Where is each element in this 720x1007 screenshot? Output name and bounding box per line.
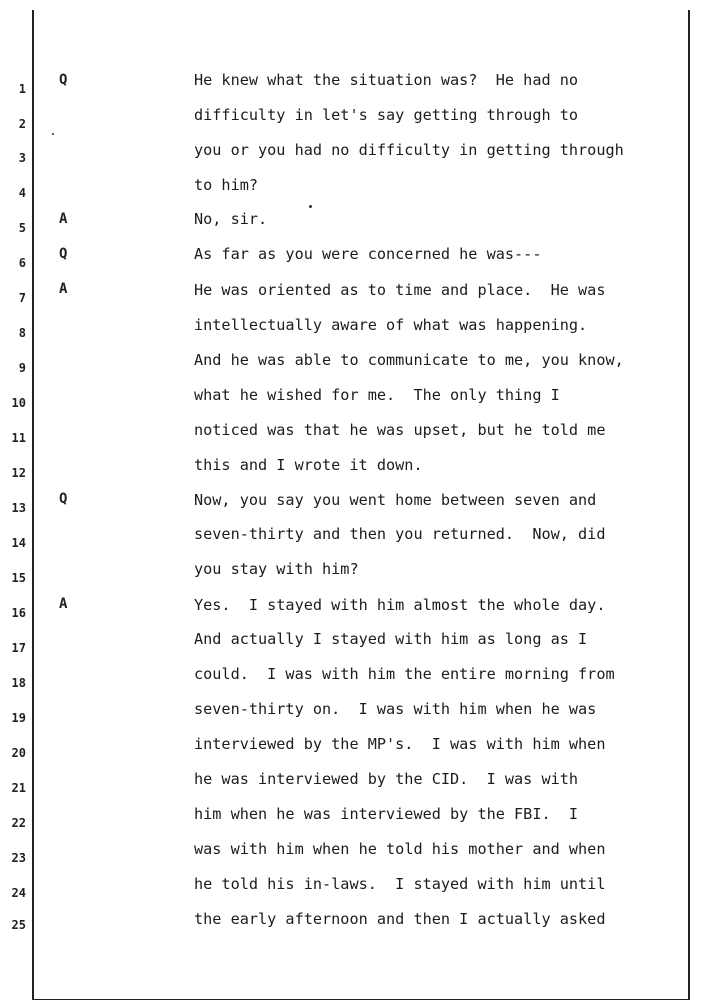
scan-speck bbox=[309, 205, 312, 208]
line-text: what he wished for me. The only thing I bbox=[194, 386, 560, 404]
speaker-label: A bbox=[59, 211, 68, 227]
line-number: 12 bbox=[11, 466, 26, 480]
line-number: 21 bbox=[11, 781, 26, 795]
line-number: 2 bbox=[18, 117, 26, 131]
line-number: 8 bbox=[18, 326, 26, 340]
line-text: could. I was with him the entire morning from bbox=[194, 665, 615, 683]
line-text: And he was able to communicate to me, you know, bbox=[194, 351, 624, 369]
line-text: seven-thirty and then you returned. Now, did bbox=[194, 525, 606, 543]
line-number: 22 bbox=[11, 816, 26, 830]
line-number: 6 bbox=[18, 256, 26, 270]
line-text: he was interviewed by the CID. I was with bbox=[194, 770, 579, 788]
line-text: He knew what the situation was? He had no bbox=[194, 71, 579, 89]
line-text: this and I wrote it down. bbox=[194, 456, 423, 474]
line-text: difficulty in let's say getting through to bbox=[194, 106, 579, 124]
line-number: 7 bbox=[18, 291, 26, 305]
line-text: As far as you were concerned he was--- bbox=[194, 245, 542, 263]
speaker-label: A bbox=[59, 596, 68, 612]
speaker-label: Q bbox=[59, 72, 68, 88]
line-number: 13 bbox=[11, 501, 26, 515]
line-text: you or you had no difficulty in getting through bbox=[194, 141, 624, 159]
speaker-label: Q bbox=[59, 246, 68, 262]
line-number: 16 bbox=[11, 606, 26, 620]
line-number: 15 bbox=[11, 571, 26, 585]
line-number: 5 bbox=[18, 221, 26, 235]
line-text: interviewed by the MP's. I was with him when bbox=[194, 735, 606, 753]
line-number: 4 bbox=[18, 186, 26, 200]
line-text: the early afternoon and then I actually asked bbox=[194, 910, 606, 928]
line-text: you stay with him? bbox=[194, 560, 359, 578]
line-number: 24 bbox=[11, 886, 26, 900]
line-text: noticed was that he was upset, but he told me bbox=[194, 421, 606, 439]
line-number: 20 bbox=[11, 746, 26, 760]
line-number: 10 bbox=[11, 396, 26, 410]
scan-speck bbox=[52, 133, 54, 135]
speaker-label: Q bbox=[59, 491, 68, 507]
line-text: intellectually aware of what was happening. bbox=[194, 316, 588, 334]
line-text: Yes. I stayed with him almost the whole day. bbox=[194, 596, 606, 614]
line-number: 3 bbox=[18, 151, 26, 165]
line-text: No, sir. bbox=[194, 210, 268, 228]
line-text: to him? bbox=[194, 176, 259, 194]
line-text: he told his in-laws. I stayed with him until bbox=[194, 875, 606, 893]
line-number: 18 bbox=[11, 676, 26, 690]
line-number: 14 bbox=[11, 536, 26, 550]
line-number: 25 bbox=[11, 918, 26, 932]
line-number: 1 bbox=[18, 82, 26, 96]
line-text: Now, you say you went home between seven and bbox=[194, 491, 597, 509]
line-number: 17 bbox=[11, 641, 26, 655]
line-text: seven-thirty on. I was with him when he was bbox=[194, 700, 597, 718]
line-number: 9 bbox=[18, 361, 26, 375]
line-text: And actually I stayed with him as long as I bbox=[194, 630, 588, 648]
line-number: 11 bbox=[11, 431, 26, 445]
speaker-label: A bbox=[59, 281, 68, 297]
line-number: 19 bbox=[11, 711, 26, 725]
line-text: him when he was interviewed by the FBI. I bbox=[194, 805, 579, 823]
line-text: He was oriented as to time and place. He was bbox=[194, 281, 606, 299]
line-text: was with him when he told his mother and when bbox=[194, 840, 606, 858]
line-number: 23 bbox=[11, 851, 26, 865]
